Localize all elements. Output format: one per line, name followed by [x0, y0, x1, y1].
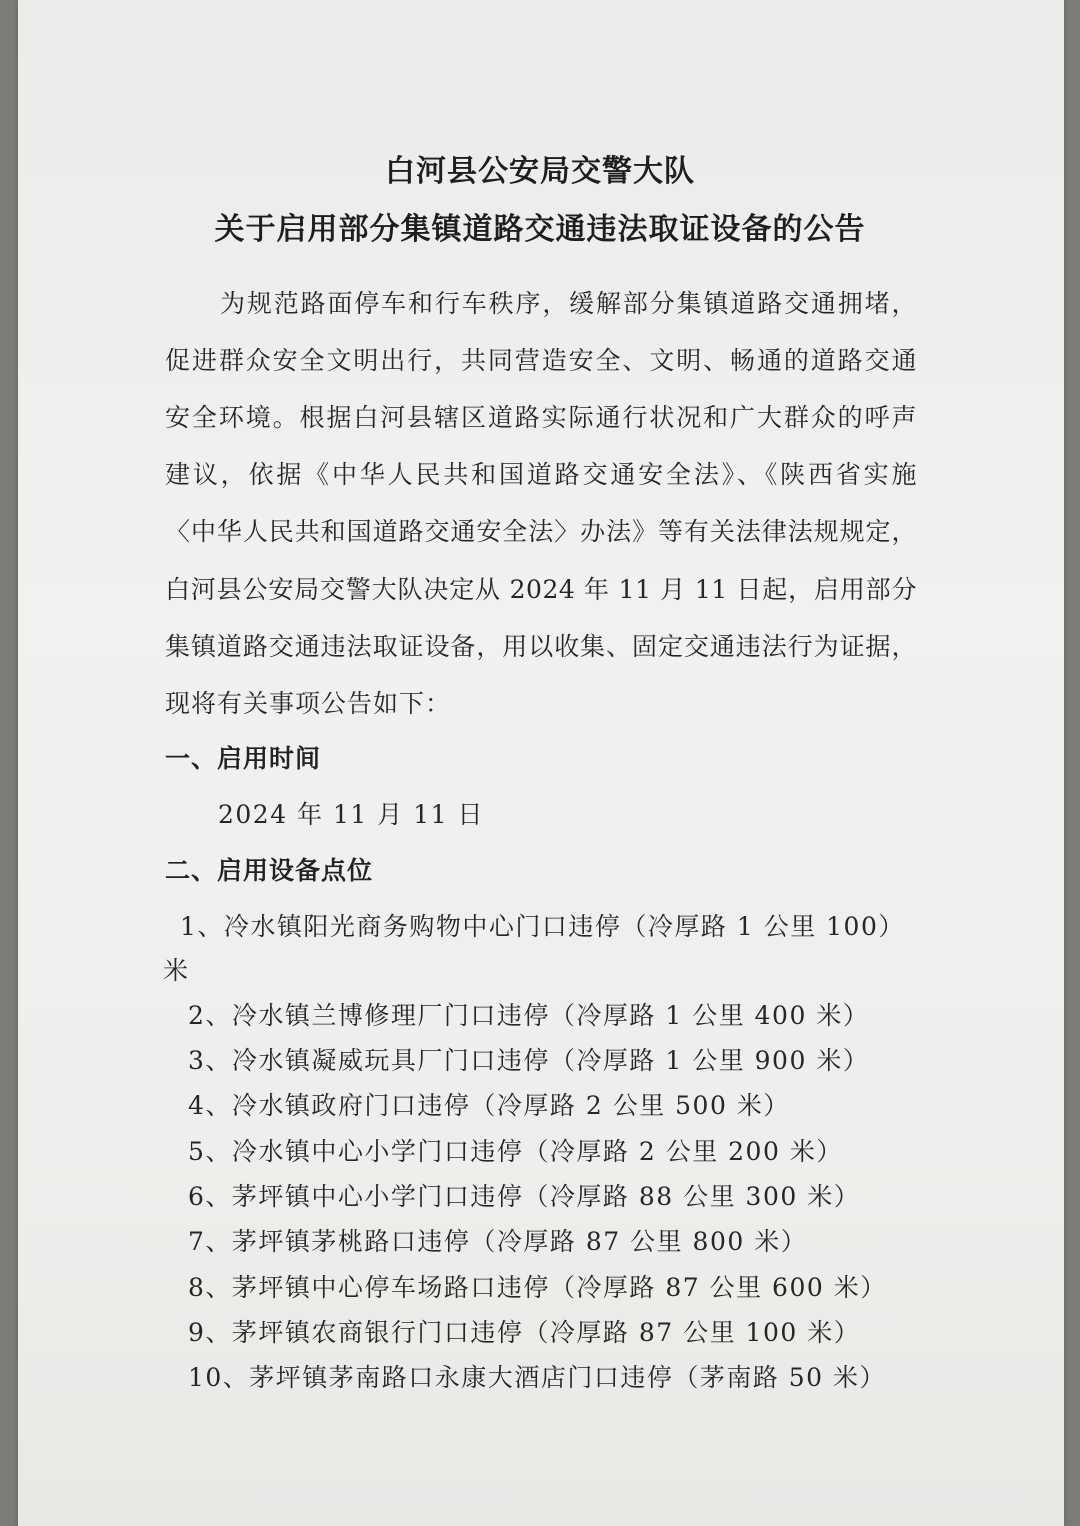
- intro-line-8: 现将有关事项公告如下：: [165, 689, 452, 718]
- section-1-heading: 一、启用时间: [165, 744, 322, 773]
- location-item-5: 5、冷水镇中心小学门口违停（冷厚路 2 公里 200 米）: [188, 1137, 843, 1166]
- location-item-1: 1、冷水镇阳光商务购物中心门口违停（冷厚路 1 公里 100）: [180, 912, 905, 941]
- location-item-4: 4、冷水镇政府门口违停（冷厚路 2 公里 500 米）: [188, 1091, 790, 1120]
- location-item-9: 9、茅坪镇农商银行门口违停（冷厚路 87 公里 100 米）: [188, 1318, 861, 1347]
- intro-line-6: 白河县公安局交警大队决定从 2024 年 11 月 11 日起，启用部分: [165, 575, 917, 604]
- intro-line-1: 为规范路面停车和行车秩序，缓解部分集镇道路交通拥堵，: [220, 289, 917, 318]
- intro-line-7: 集镇道路交通违法取证设备，用以收集、固定交通违法行为证据，: [165, 632, 917, 661]
- location-item-6: 6、茅坪镇中心小学门口违停（冷厚路 88 公里 300 米）: [188, 1182, 861, 1211]
- title-line-1: 白河县公安局交警大队: [385, 154, 695, 189]
- title-line-2: 关于启用部分集镇道路交通违法取证设备的公告: [214, 212, 866, 247]
- section-2-heading: 二、启用设备点位: [165, 856, 374, 885]
- location-item-2: 2、冷水镇兰博修理厂门口违停（冷厚路 1 公里 400 米）: [188, 1001, 870, 1030]
- location-item-1-continued: 米: [163, 956, 190, 985]
- location-item-10: 10、茅坪镇茅南路口永康大酒店门口违停（茅南路 50 米）: [188, 1363, 887, 1392]
- intro-line-3: 安全环境。根据白河县辖区道路实际通行状况和广大群众的呼声: [165, 403, 917, 432]
- location-item-3: 3、冷水镇凝威玩具厂门口违停（冷厚路 1 公里 900 米）: [188, 1046, 870, 1075]
- location-item-8: 8、茅坪镇中心停车场路口违停（冷厚路 87 公里 600 米）: [188, 1273, 887, 1302]
- location-item-7: 7、茅坪镇茅桃路口违停（冷厚路 87 公里 800 米）: [188, 1227, 808, 1256]
- intro-line-4: 建议，依据《中华人民共和国道路交通安全法》、《陕西省实施: [165, 460, 917, 489]
- start-date: 2024 年 11 月 11 日: [218, 800, 484, 829]
- intro-line-2: 促进群众安全文明出行，共同营造安全、文明、畅通的道路交通: [165, 346, 917, 375]
- intro-line-5: 〈中华人民共和国道路交通安全法〉办法》等有关法律法规规定，: [165, 517, 917, 546]
